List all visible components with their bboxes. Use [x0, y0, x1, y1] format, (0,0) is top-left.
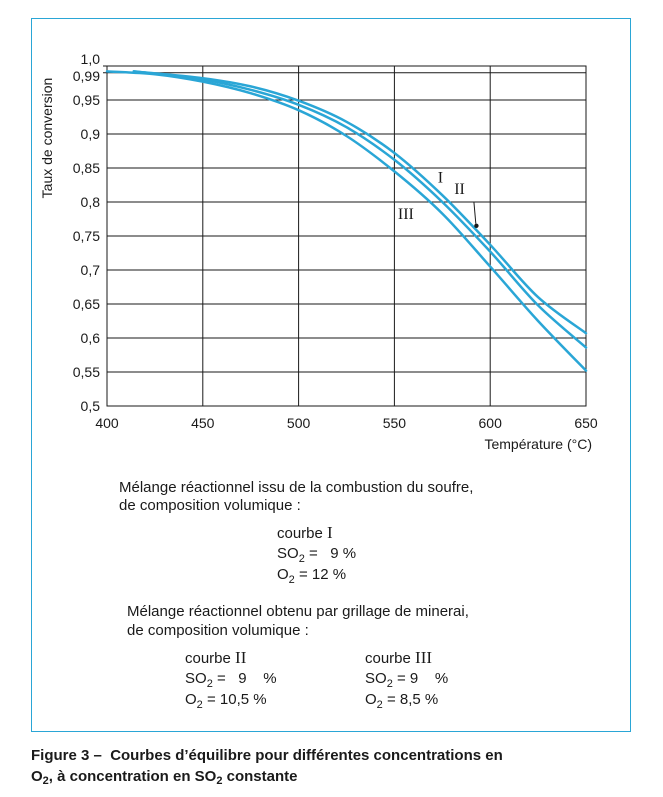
so2-value: = 9 %	[216, 670, 277, 687]
curve-label-II: II	[454, 180, 465, 198]
caption-line1: Figure 3 – Courbes d’équilibre pour différentes concentrations en	[31, 747, 503, 764]
legend2-intro-line1: Mélange réactionnel obtenu par grillage de minerai,	[127, 603, 469, 620]
curve-word: courbe	[185, 650, 231, 667]
x-axis-label: Température (°C)	[484, 436, 592, 452]
o2-prefix: O	[365, 691, 377, 708]
y-axis-label: Taux de conversion	[39, 77, 55, 199]
legend1-so2	[277, 544, 356, 563]
legend1-o2	[277, 565, 346, 584]
y-tick-label: 0,7	[80, 262, 100, 278]
o2-value: = 10,5 %	[206, 691, 267, 708]
y-tick-label: 0,8	[80, 194, 100, 210]
caption-o-sub: 2	[42, 775, 49, 787]
o2-sub: 2	[196, 699, 203, 711]
y-tick-label: 0,65	[72, 296, 100, 312]
y-tick-label: 0,85	[72, 160, 100, 176]
curve-label-III: III	[397, 206, 414, 223]
caption-mid: , à concentration en SO	[48, 768, 217, 785]
so2-prefix: SO	[185, 670, 207, 687]
x-tick-label: 400	[95, 415, 119, 431]
o2-value: = 12 %	[298, 566, 347, 583]
legend1-curve	[277, 523, 333, 543]
curve-label-II-dot	[474, 224, 478, 228]
so2-sub: 2	[386, 678, 393, 690]
so2-prefix: SO	[365, 670, 387, 687]
so2-sub: 2	[298, 553, 305, 565]
o2-prefix: O	[185, 691, 197, 708]
curve-label-II-leader	[474, 202, 476, 224]
caption-so-sub: 2	[216, 775, 223, 787]
legend2-left-o2	[185, 690, 267, 709]
o2-prefix: O	[277, 566, 289, 583]
y-tick-label: 0,6	[80, 330, 100, 346]
tick-labels	[73, 51, 598, 431]
figure-caption	[31, 745, 651, 787]
y-tick-label: 0,55	[72, 364, 100, 380]
legend2-right-so2	[365, 669, 448, 688]
legend2-right-curve	[365, 648, 432, 668]
curve-name: I	[327, 523, 333, 542]
y-tick-label: 0,99	[72, 67, 100, 84]
y-tick-label: 0,5	[80, 398, 100, 414]
curve-word: courbe	[365, 650, 411, 667]
x-tick-label: 600	[478, 415, 502, 431]
o2-value: = 8,5 %	[386, 691, 439, 708]
y-tick-label: 0,95	[72, 92, 100, 108]
legend2-left-so2	[185, 669, 277, 688]
legend1-intro-line2: de composition volumique :	[119, 497, 301, 514]
x-tick-label: 450	[191, 415, 215, 431]
curve-label-I: I	[437, 169, 444, 187]
so2-sub: 2	[206, 678, 213, 690]
o2-sub: 2	[288, 574, 295, 586]
so2-prefix: SO	[277, 545, 299, 562]
y-tick-label: 1,0	[80, 51, 100, 67]
so2-value: = 9 %	[396, 670, 449, 687]
caption-end: constante	[222, 768, 298, 785]
legend2-right-o2	[365, 690, 438, 709]
grid	[103, 66, 586, 406]
curves	[107, 71, 586, 370]
legend1-intro-line1: Mélange réactionnel issu de la combustion du soufre,	[119, 479, 474, 496]
so2-value: = 9 %	[308, 545, 357, 562]
curve-name: II	[235, 648, 247, 667]
x-tick-label: 500	[286, 415, 311, 431]
curve-II	[134, 71, 586, 347]
y-tick-label: 0,9	[80, 126, 100, 142]
legend2-intro-line2: de composition volumique :	[127, 622, 309, 639]
y-tick-label: 0,75	[72, 228, 100, 244]
curve-name: III	[415, 648, 433, 667]
caption-o: O	[31, 768, 43, 785]
curve-III	[107, 71, 586, 370]
x-tick-label: 650	[574, 415, 598, 431]
legend2-left-curve	[185, 648, 246, 668]
caption-line2	[31, 766, 651, 787]
x-tick-label: 550	[382, 415, 407, 431]
o2-sub: 2	[376, 699, 383, 711]
curve-word: courbe	[277, 525, 323, 542]
